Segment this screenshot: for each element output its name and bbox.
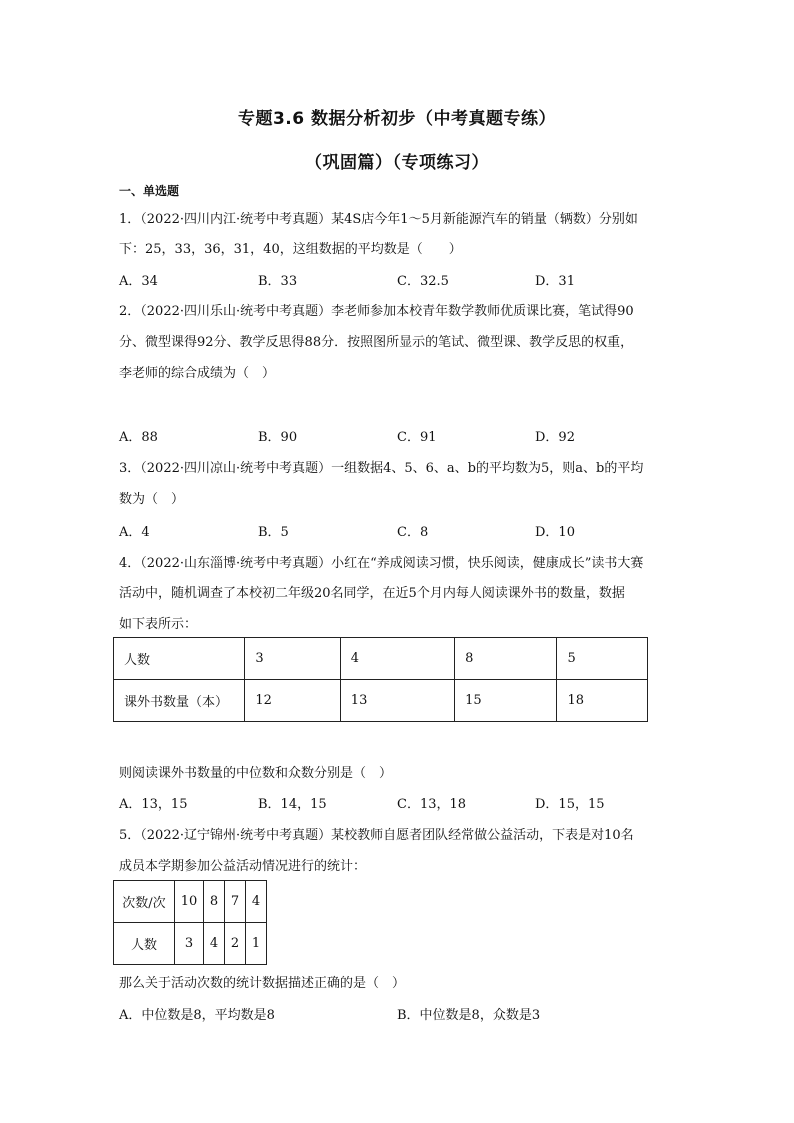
question-5-line-2: 成员本学期参加公益活动情况进行的统计：	[119, 859, 367, 874]
question-1-line-2: 下：25，33，36，31，40，这组数据的平均数是（ ）	[119, 242, 462, 257]
question-1-option-d: D．31	[535, 274, 575, 289]
table-cell: 18	[557, 680, 648, 722]
table-cell: 10	[175, 881, 204, 923]
question-3-line-2: 数为（ ）	[119, 492, 185, 507]
question-4-line-3: 如下表所示：	[119, 617, 198, 632]
table-cell: 4	[246, 881, 267, 923]
table-cell: 1	[246, 923, 267, 965]
table-cell: 3	[175, 923, 204, 965]
document-title: 专题3.6 数据分析初步（中考真题专练）	[237, 109, 557, 129]
table-row	[114, 638, 648, 680]
table-row	[114, 881, 267, 923]
section-heading: 一、单选题	[119, 184, 180, 198]
question-5-line-3: 那么关于活动次数的统计数据描述正确的是（ ）	[119, 976, 406, 991]
question-2-option-b: B．90	[258, 430, 298, 445]
table-cell: 12	[245, 680, 340, 722]
question-3-option-a: A．4	[119, 525, 150, 540]
table-cell: 人数	[114, 923, 175, 965]
question-2-option-d: D．92	[535, 430, 575, 445]
question-4-option-a: A．13，15	[119, 797, 188, 812]
question-5-line-1: 5．（2022·辽宁锦州·统考中考真题）某校教师自愿者团队经常做公益活动，下表是对10名	[119, 828, 634, 843]
question-2-line-1: 2．（2022·四川乐山·统考中考真题）李老师参加本校青年数学教师优质课比赛，笔试得90	[119, 304, 634, 319]
table-cell: 3	[245, 638, 340, 680]
table-cell: 13	[340, 680, 454, 722]
table-cell: 15	[455, 680, 557, 722]
table-cell: 次数/次	[114, 881, 175, 923]
question-3-option-b: B．5	[258, 525, 289, 540]
question-4-option-b: B．14，15	[258, 797, 327, 812]
question-1-option-c: C．32.5	[397, 274, 449, 289]
question-4-option-d: D．15，15	[535, 797, 605, 812]
question-4-table	[113, 637, 648, 722]
table-row	[114, 680, 648, 722]
question-5-table	[113, 880, 267, 965]
table-cell: 2	[225, 923, 246, 965]
table-cell: 人数	[114, 638, 245, 680]
question-4-line-4: 则阅读课外书数量的中位数和众数分别是（ ）	[119, 766, 393, 781]
question-2-line-2: 分、微型课得92分、教学反思得88分．按照图所显示的笔试、微型课、教学反思的权重，	[119, 335, 634, 350]
table-cell: 课外书数量（本）	[114, 680, 245, 722]
table-row	[114, 923, 267, 965]
question-3-option-d: D．10	[535, 525, 575, 540]
table-cell: 8	[455, 638, 557, 680]
table-cell: 4	[340, 638, 454, 680]
question-5-option-b: B．中位数是8，众数是3	[397, 1008, 541, 1023]
document-subtitle: （巩固篇）（专项练习）	[305, 153, 489, 173]
table-cell: 7	[225, 881, 246, 923]
question-5-option-a: A．中位数是8，平均数是8	[119, 1008, 275, 1023]
table-cell: 8	[204, 881, 225, 923]
question-2-option-a: A．88	[119, 430, 158, 445]
question-1-option-b: B．33	[258, 274, 298, 289]
question-1-line-1: 1．（2022·四川内江·统考中考真题）某4S店今年1～5月新能源汽车的销量（辆数）分别如	[119, 212, 638, 227]
question-4-option-c: C．13，18	[397, 797, 467, 812]
table-cell: 5	[557, 638, 648, 680]
table-cell: 4	[204, 923, 225, 965]
question-4-line-1: 4．（2022·山东淄博·统考中考真题）小红在“养成阅读习惯，快乐阅读，健康成长”读书大赛	[119, 556, 644, 571]
question-4-line-2: 活动中，随机调查了本校初二年级20名同学，在近5个月内每人阅读课外书的数量，数据	[119, 586, 625, 601]
question-2-line-3: 李老师的综合成绩为（ ）	[119, 366, 276, 381]
question-3-line-1: 3．（2022·四川凉山·统考中考真题）一组数据4、5、6、a、b的平均数为5，则a、b的平均	[119, 461, 644, 476]
question-1-option-a: A．34	[119, 274, 158, 289]
question-2-option-c: C．91	[397, 430, 437, 445]
question-3-option-c: C．8	[397, 525, 429, 540]
